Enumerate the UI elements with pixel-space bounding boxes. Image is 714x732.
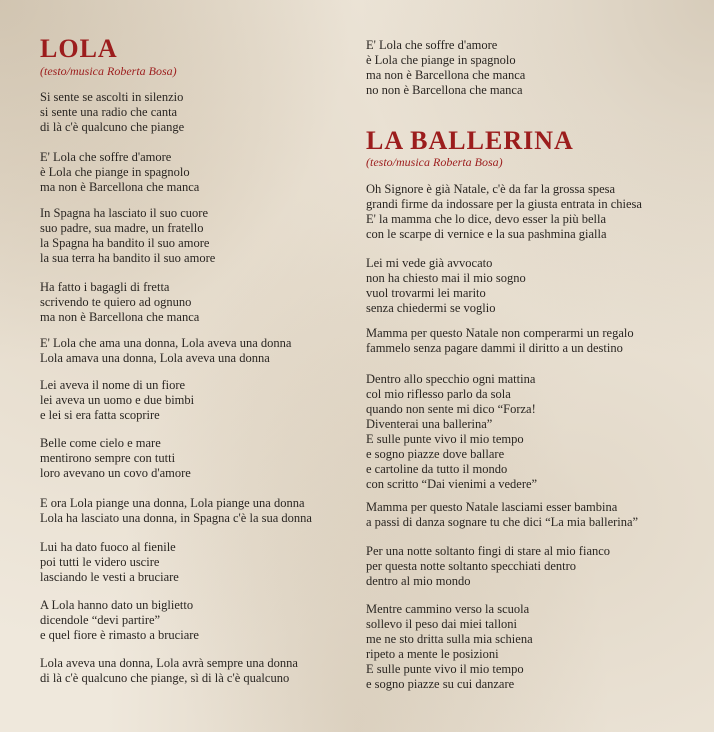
lyric-line: dentro al mio mondo	[366, 574, 471, 588]
stanza	[366, 256, 526, 316]
lyric-line: Lei mi vede già avvocato	[366, 256, 493, 270]
lyric-line: Diventerai una ballerina”	[366, 417, 493, 431]
lyric-line: Ha fatto i bagagli di fretta	[40, 280, 170, 294]
lyric-line: la sua terra ha bandito il suo amore	[40, 251, 216, 265]
stanza	[366, 182, 642, 242]
lyric-line: ma non è Barcellona che manca	[40, 310, 200, 324]
lyric-line: sollevo il peso dai miei talloni	[366, 617, 518, 631]
lyric-line: quando non sente mi dico “Forza!	[366, 402, 536, 416]
lyric-line: Lei aveva il nome di un fiore	[40, 378, 186, 392]
stanza	[40, 540, 179, 585]
lyric-line: non ha chiesto mai il mio sogno	[366, 271, 526, 285]
lyric-line: di là c'è qualcuno che piange	[40, 120, 185, 134]
lyric-line: ma non è Barcellona che manca	[366, 68, 526, 82]
lola-title: LOLA	[40, 34, 118, 63]
lyric-line: no non è Barcellona che manca	[366, 83, 523, 97]
lyric-line: E sulle punte vivo il mio tempo	[366, 432, 524, 446]
lyric-line: E sulle punte vivo il mio tempo	[366, 662, 524, 676]
lyric-line: per questa notte soltanto specchiati dentro	[366, 559, 577, 573]
stanza	[40, 90, 184, 135]
lyric-line: suo padre, sua madre, un fratello	[40, 221, 204, 235]
lyric-line: con scritto “Dai vienimi a vedere”	[366, 477, 538, 491]
lyric-line: lei aveva un uomo e due bimbi	[40, 393, 195, 407]
lyric-line: fammelo senza pagare dammi il diritto a un destino	[366, 341, 623, 355]
lyric-line: grandi firme da indossare per la giusta entrata in chiesa	[366, 197, 642, 211]
lyric-line: scrivendo te quiero ad ognuno	[40, 295, 192, 309]
lyric-line: di là c'è qualcuno che piange, sì di là c'è qualcuno	[40, 671, 290, 685]
lyric-line: e cartoline da tutto il mondo	[366, 462, 508, 476]
stanza	[40, 280, 199, 325]
lyric-line: me ne sto dritta sulla mia schiena	[366, 632, 533, 646]
lyric-line: Lola aveva una donna, Lola avrà sempre una donna	[40, 656, 298, 670]
lyric-line: poi tutti le videro uscire	[40, 555, 160, 569]
lyric-line: E' Lola che soffre d'amore	[366, 38, 498, 52]
ballerina-title: LA BALLERINA	[366, 126, 574, 155]
lyric-line: E' la mamma che lo dice, devo esser la più bella	[366, 212, 607, 226]
lyric-line: e lei si era fatta scoprire	[40, 408, 160, 422]
stanza	[366, 544, 610, 589]
lyric-line: Lola ha lasciato una donna, in Spagna c'è la sua donna	[40, 511, 312, 525]
lyric-line: Per una notte soltanto fingi di stare al mio fianco	[366, 544, 611, 558]
stanza	[366, 500, 638, 530]
lyric-line: In Spagna ha lasciato il suo cuore	[40, 206, 209, 220]
lyric-line: E' Lola che ama una donna, Lola aveva una donna	[40, 336, 292, 350]
lyric-line: e sogno piazze dove ballare	[366, 447, 505, 461]
lola-credit: (testo/musica Roberta Bosa)	[40, 64, 177, 78]
stanza	[40, 436, 191, 481]
lyric-line: dicendole “devi partire”	[40, 613, 161, 627]
lyric-line: senza chiedermi se voglio	[366, 301, 496, 315]
lyric-line: Mentre cammino verso la scuola	[366, 602, 530, 616]
lyric-line: e quel fiore è rimasto a bruciare	[40, 628, 199, 642]
lyric-line: ripeto a mente le posizioni	[366, 647, 499, 661]
lyric-line: E ora Lola piange una donna, Lola piange una donna	[40, 496, 305, 510]
lyric-line: Lola amava una donna, Lola aveva una donna	[40, 351, 270, 365]
stanza	[40, 206, 215, 266]
stanza	[366, 326, 634, 356]
lyric-line: vuol trovarmi lei marito	[366, 286, 486, 300]
lyric-line: Mamma per questo Natale lasciami esser bambina	[366, 500, 618, 514]
lyric-line: Oh Signore è già Natale, c'è da far la grossa spesa	[366, 182, 616, 196]
lyric-line: Mamma per questo Natale non comperarmi un regalo	[366, 326, 634, 340]
lyric-line: ma non è Barcellona che manca	[40, 180, 200, 194]
lyric-line: è Lola che piange in spagnolo	[366, 53, 516, 67]
lyric-line: a passi di danza sognare tu che dici “La mia ballerina”	[366, 515, 639, 529]
lyric-line: col mio riflesso parlo da sola	[366, 387, 511, 401]
stanza	[40, 496, 312, 526]
stanza	[40, 378, 194, 423]
lyric-line: Dentro allo specchio ogni mattina	[366, 372, 536, 386]
lyric-line: loro avevano un covo d'amore	[40, 466, 191, 480]
stanza	[366, 38, 525, 98]
lyric-line: la Spagna ha bandito il suo amore	[40, 236, 210, 250]
lyric-line: Si sente se ascolti in silenzio	[40, 90, 184, 104]
stanza	[366, 602, 533, 692]
lyric-line: con le scarpe di vernice e la sua pashmina gialla	[366, 227, 607, 241]
stanza	[40, 336, 291, 366]
lyric-line: E' Lola che soffre d'amore	[40, 150, 172, 164]
stanza	[40, 598, 199, 643]
lyric-line: si sente una radio che canta	[40, 105, 178, 119]
stanza	[40, 656, 298, 686]
lyric-line: mentirono sempre con tutti	[40, 451, 176, 465]
lyric-line: lasciando le vesti a bruciare	[40, 570, 179, 584]
stanza	[40, 150, 199, 195]
lyric-line: Lui ha dato fuoco al fienile	[40, 540, 176, 554]
stanza	[366, 372, 537, 492]
lyric-line: e sogno piazze su cui danzare	[366, 677, 515, 691]
lyric-line: Belle come cielo e mare	[40, 436, 161, 450]
lyric-line: è Lola che piange in spagnolo	[40, 165, 190, 179]
lyric-line: A Lola hanno dato un biglietto	[40, 598, 194, 612]
ballerina-credit: (testo/musica Roberta Bosa)	[366, 155, 503, 169]
